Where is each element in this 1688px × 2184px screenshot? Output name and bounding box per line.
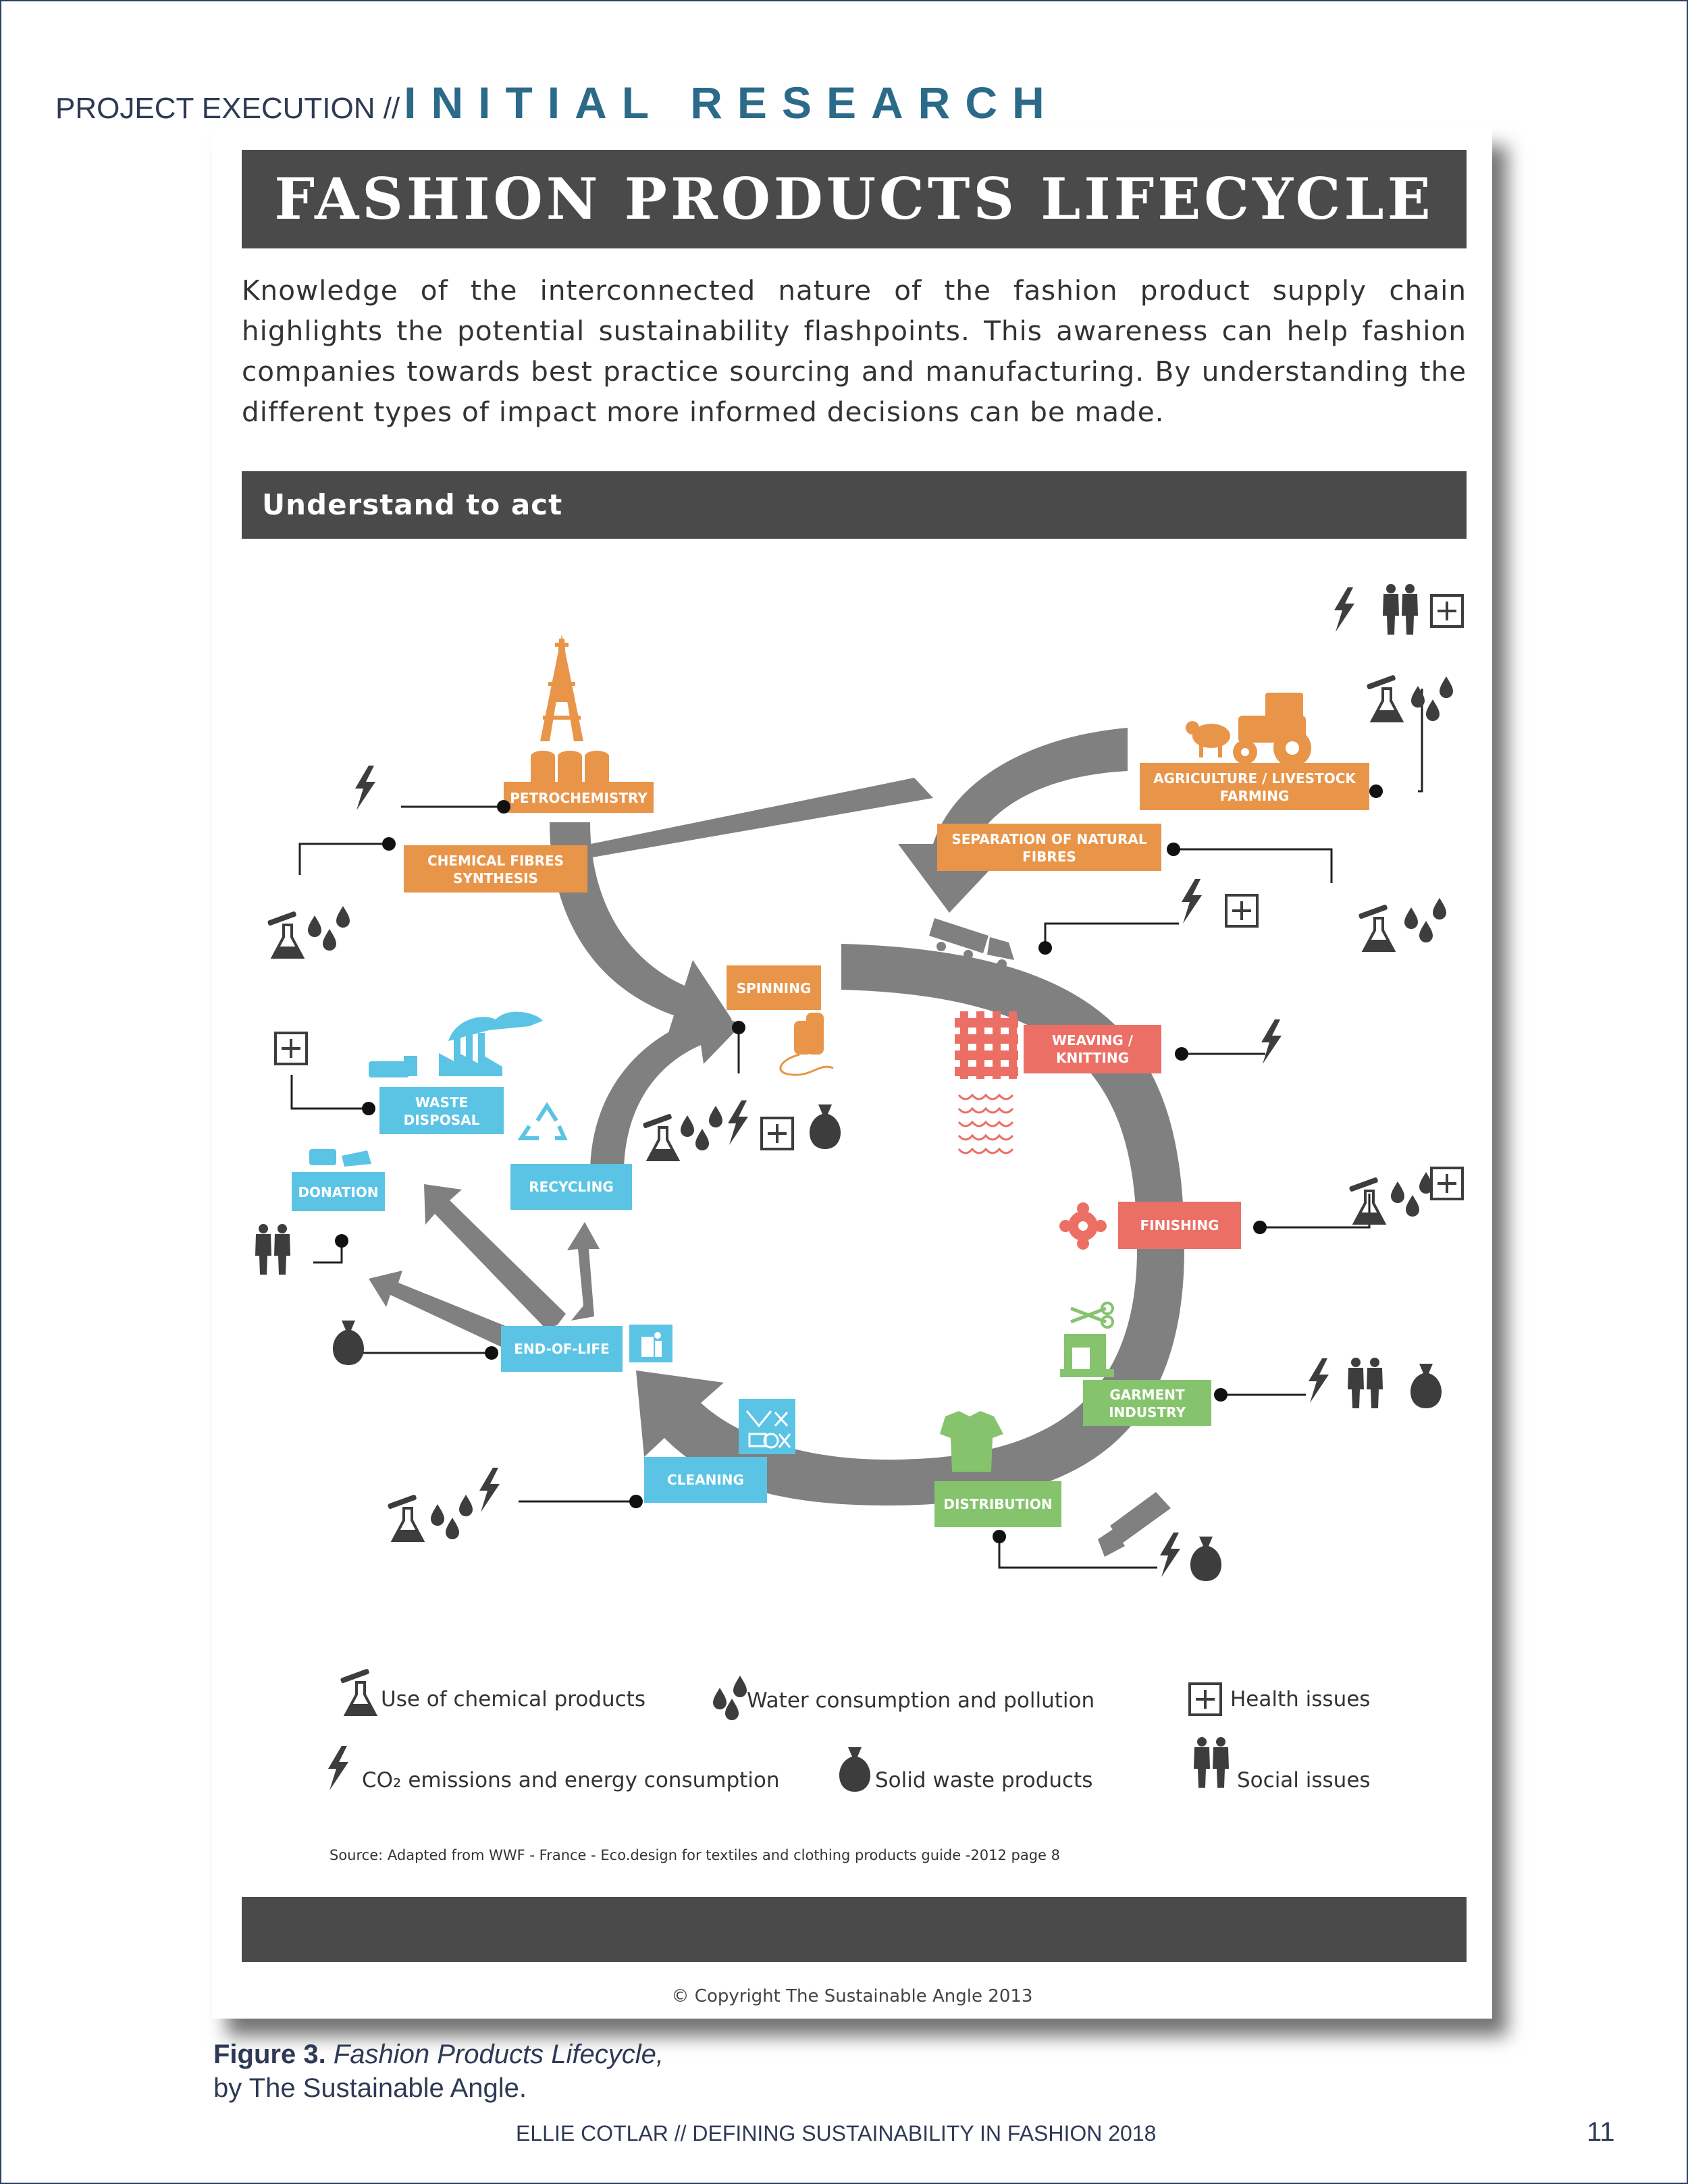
- label-cleaning: CLEANING: [667, 1472, 744, 1488]
- label-weaving-2: KNITTING: [1055, 1050, 1130, 1066]
- stage-waste-disposal: [379, 1087, 504, 1134]
- figure-title: Fashion Products Lifecycle,: [333, 2040, 664, 2069]
- bin-icon: [629, 1325, 672, 1362]
- impact-garment: [1309, 1358, 1442, 1408]
- knit-icon: [959, 1095, 1013, 1153]
- stage-separation: [937, 824, 1161, 871]
- donation-icon: [309, 1149, 371, 1167]
- legend-chemical: [340, 1668, 645, 1715]
- label-petrochemistry: PETROCHEMISTRY: [510, 790, 648, 806]
- label-waste-1: WASTE: [415, 1094, 469, 1111]
- label-garment-1: GARMENT: [1109, 1387, 1185, 1403]
- stage-petrochemistry: [504, 782, 654, 813]
- tractor-icon: [1186, 693, 1311, 767]
- poster-subtitle: Understand to act: [242, 471, 1467, 539]
- label-donation: DONATION: [298, 1184, 379, 1200]
- impact-weaving: [1261, 1019, 1282, 1064]
- poster-title: FASHION PRODUCTS LIFECYCLE: [242, 150, 1467, 248]
- legend-waste: [839, 1747, 1092, 1792]
- factory-icon: [369, 1012, 543, 1077]
- shipping-truck-icon: [1098, 1492, 1171, 1557]
- impact-chemical-fibres: [267, 906, 350, 957]
- source-note: Source: Adapted from WWF - France - Eco.design for textiles and clothing products guide -2012 page 8: [329, 1847, 1060, 1863]
- copyright: © Copyright The Sustainable Angle 2013: [671, 1986, 1033, 2006]
- label-finishing: FINISHING: [1140, 1217, 1219, 1233]
- label-chemical-fibres-2: SYNTHESIS: [453, 870, 538, 886]
- legend-co2-text: CO₂ emissions and energy consumption: [362, 1768, 780, 1792]
- label-agriculture-1: AGRICULTURE / LIVESTOCK: [1153, 770, 1356, 787]
- impact-cleaning: [388, 1468, 500, 1541]
- section-label: PROJECT EXECUTION //: [55, 92, 400, 125]
- stage-garment: [1083, 1380, 1211, 1426]
- stage-agriculture: [1140, 763, 1369, 810]
- flower-icon: [1059, 1202, 1107, 1250]
- legend: [328, 1668, 1371, 1792]
- weave-icon: [955, 1011, 1018, 1079]
- stage-distribution: [934, 1481, 1061, 1527]
- stage-cleaning: [644, 1457, 767, 1503]
- label-weaving-1: WEAVING /: [1051, 1032, 1134, 1048]
- label-spinning: SPINNING: [736, 980, 812, 996]
- poster-intro: Knowledge of the interconnected nature of the fashion product supply chain highlights the potential sustainability flashpoints. This awareness can help fashion companies towards best practice sourcing and manufacturing. By understanding the different types of impact more informed decisions can be made.: [242, 274, 1467, 428]
- figure-label: Figure 3.: [213, 2040, 326, 2069]
- legend-health: [1190, 1684, 1370, 1715]
- care-label-icon: [739, 1399, 795, 1454]
- label-garment-2: INDUSTRY: [1109, 1404, 1186, 1420]
- stage-end-of-life: [501, 1326, 623, 1372]
- poster-footer-bar: [242, 1897, 1467, 1962]
- section-header: [55, 77, 1059, 128]
- label-end-of-life: END-OF-LIFE: [514, 1341, 610, 1357]
- impact-end-of-life: [333, 1321, 364, 1365]
- stage-recycling: [510, 1164, 632, 1210]
- legend-water: [713, 1676, 1094, 1720]
- impact-separation: [1359, 898, 1446, 951]
- legend-waste-text: Solid waste products: [875, 1768, 1093, 1792]
- impact-transport: [1182, 879, 1257, 926]
- impact-donation: [255, 1224, 290, 1275]
- stage-finishing: [1118, 1202, 1241, 1249]
- legend-social-text: Social issues: [1237, 1768, 1371, 1792]
- sewing-machine-icon: [1060, 1303, 1114, 1377]
- stage-chemical-fibres: [404, 845, 587, 893]
- oil-rig-icon: [531, 635, 609, 794]
- legend-social: [1194, 1737, 1371, 1792]
- label-separation-2: FIBRES: [1022, 849, 1076, 865]
- legend-chemical-text: Use of chemical products: [381, 1687, 645, 1711]
- label-distribution: DISTRIBUTION: [943, 1496, 1053, 1512]
- label-waste-2: DISPOSAL: [403, 1112, 480, 1128]
- stage-spinning: [727, 965, 821, 1010]
- thread-icon: [781, 1013, 833, 1075]
- label-separation-1: SEPARATION OF NATURAL: [951, 831, 1147, 847]
- page-number: 11: [1587, 2117, 1615, 2147]
- legend-water-text: Water consumption and pollution: [747, 1688, 1095, 1713]
- legend-co2: [328, 1746, 780, 1792]
- legend-health-text: Health issues: [1230, 1687, 1371, 1711]
- impact-petrochemistry: [355, 766, 375, 810]
- impact-spinning: [643, 1100, 841, 1160]
- lifecycle-poster: [212, 128, 1492, 2019]
- label-chemical-fibres-1: CHEMICAL FIBRES: [427, 853, 564, 869]
- impact-waste: [275, 1033, 307, 1064]
- figure-credit: by The Sustainable Angle.: [213, 2073, 527, 2103]
- stage-weaving: [1024, 1025, 1161, 1073]
- lifecycle-diagram: [212, 128, 1492, 2019]
- label-agriculture-2: FARMING: [1219, 788, 1290, 804]
- recycle-icon: [521, 1106, 564, 1138]
- figure-caption: [213, 2037, 664, 2105]
- section-title: INITIAL RESEARCH: [404, 78, 1059, 128]
- page-footer: ELLIE COTLAR // DEFINING SUSTAINABILITY IN FASHION 2018: [516, 2121, 1157, 2146]
- impact-agriculture: [1367, 674, 1453, 721]
- impact-finishing: [1349, 1168, 1462, 1223]
- impact-distribution: [1160, 1533, 1221, 1581]
- label-recycling: RECYCLING: [529, 1179, 614, 1195]
- impact-top-right: [1334, 584, 1462, 635]
- stage-donation: [292, 1172, 385, 1211]
